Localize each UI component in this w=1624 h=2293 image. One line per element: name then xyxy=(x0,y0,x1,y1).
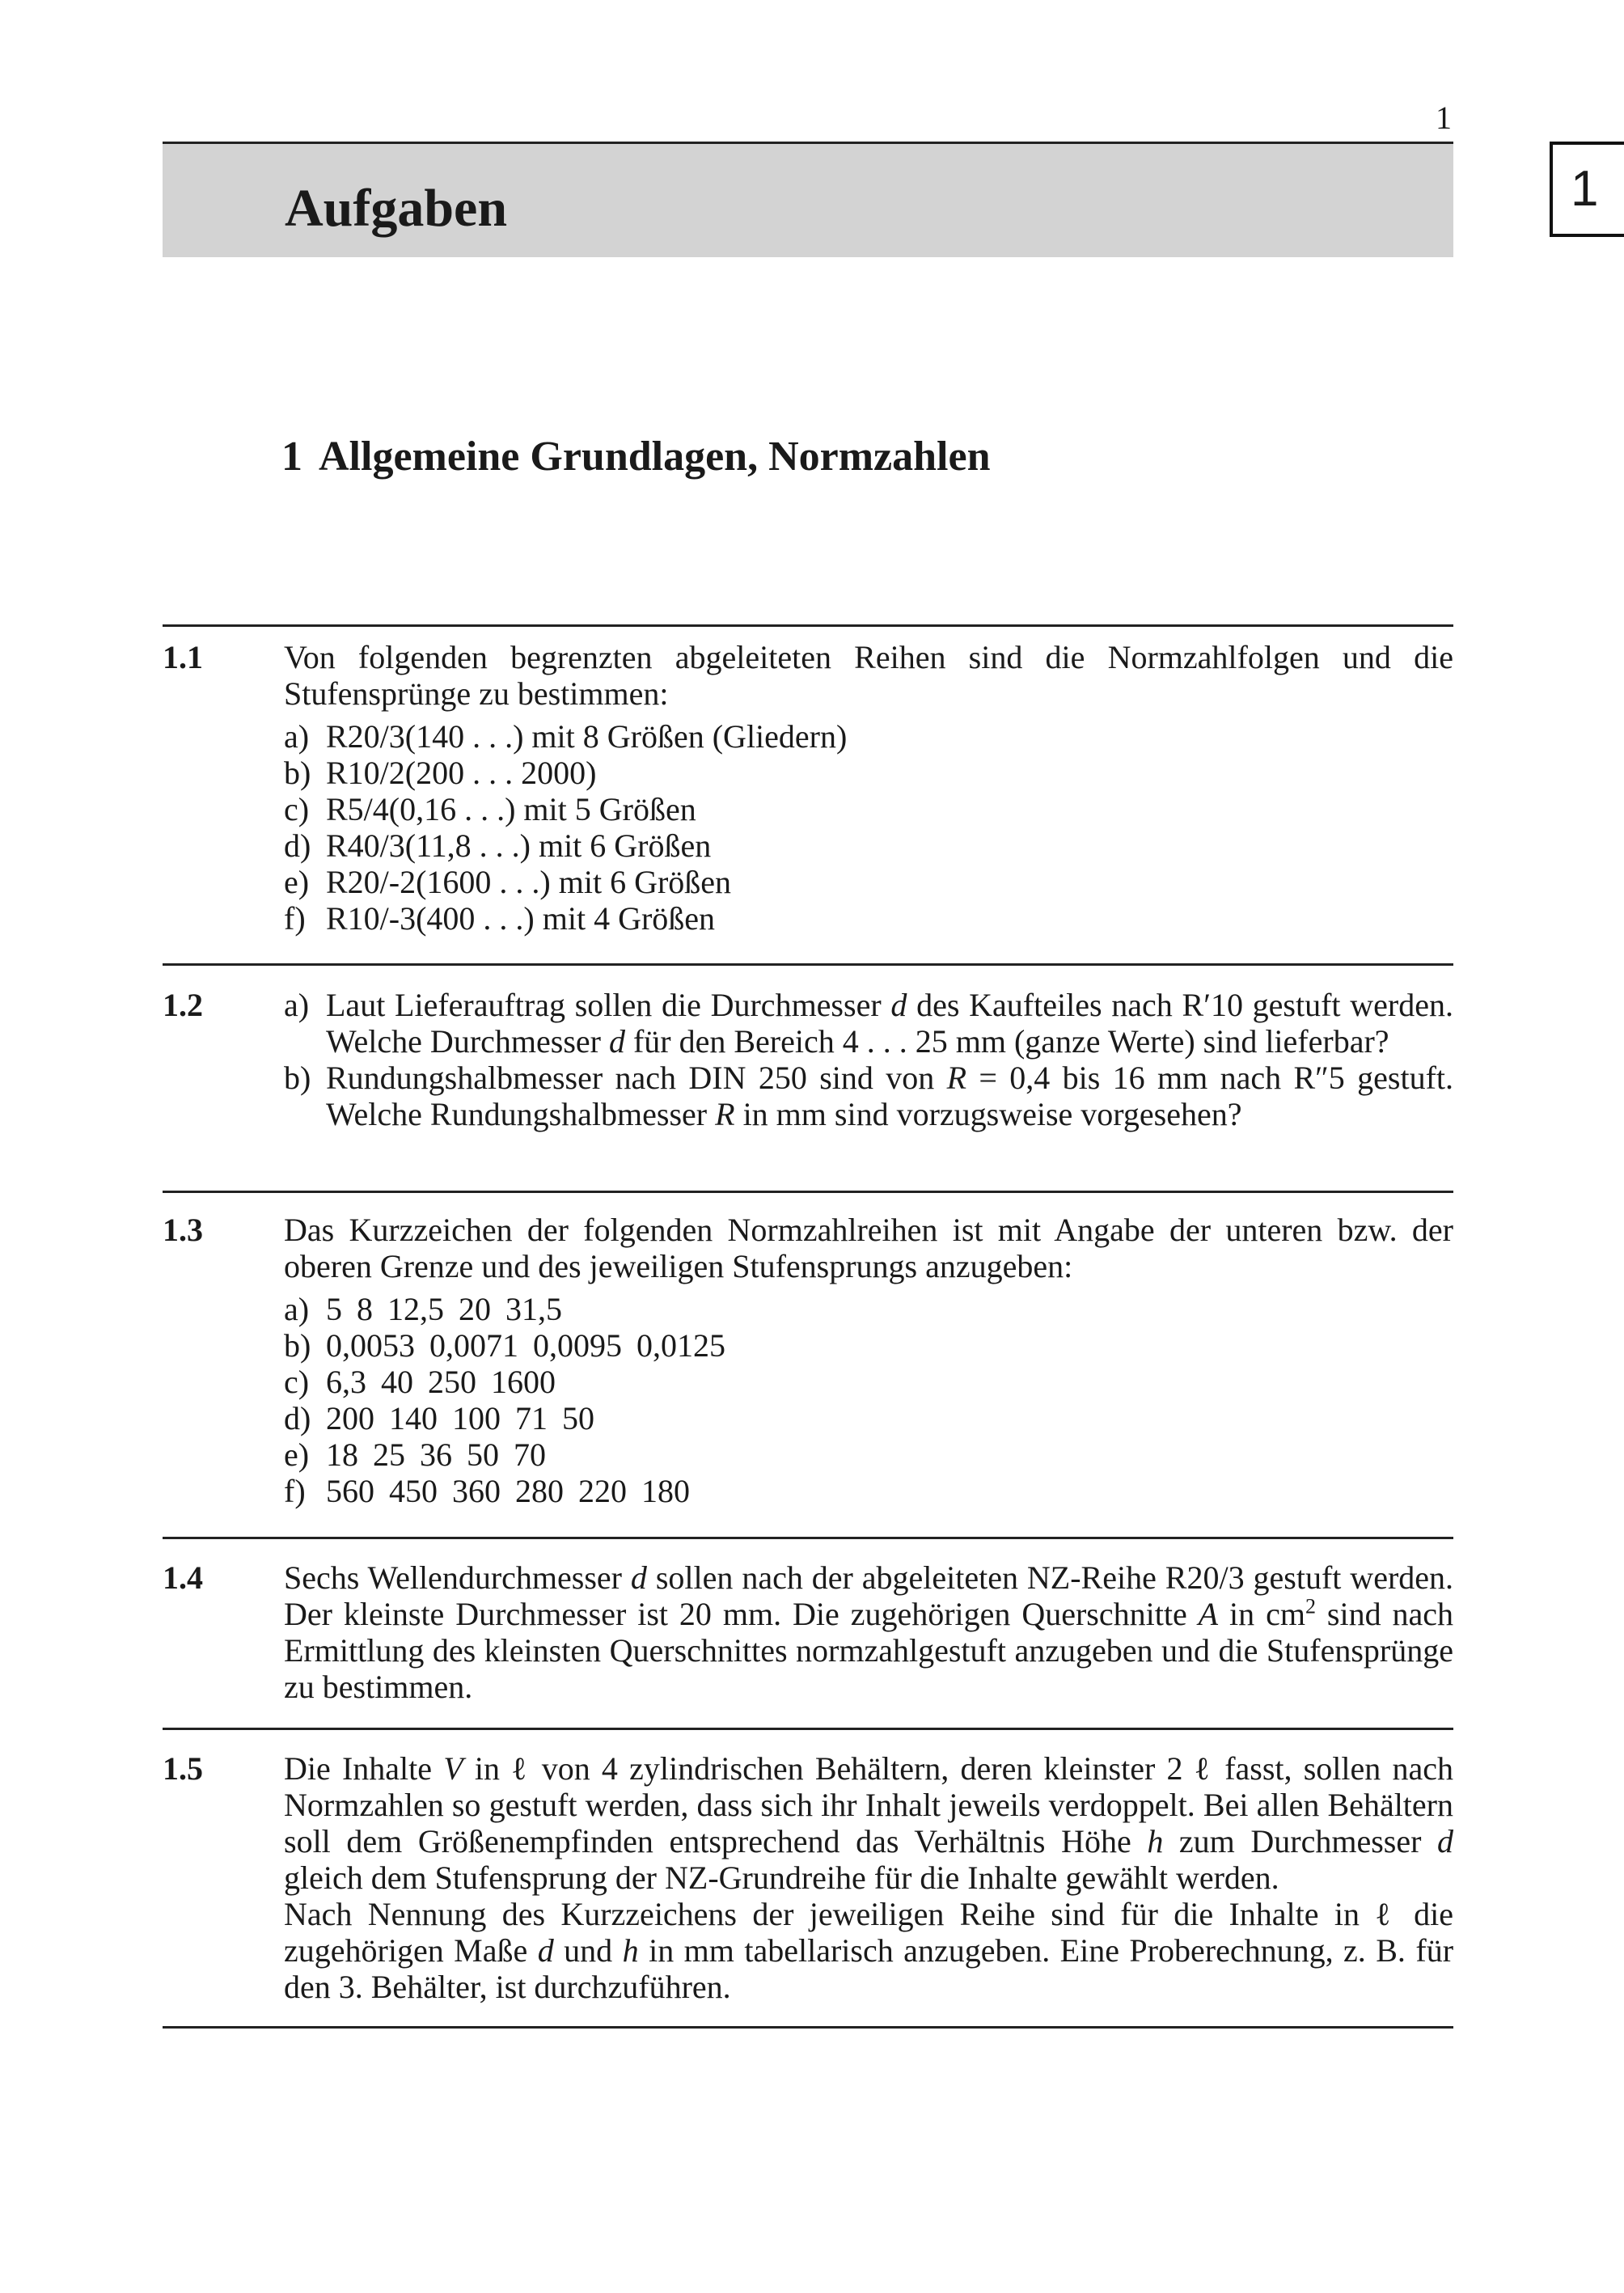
task-body xyxy=(284,1212,1453,1509)
text-span: Die Inhalte xyxy=(284,1750,433,1787)
list-item xyxy=(284,1327,1453,1364)
chapter-title: Aufgaben xyxy=(285,179,508,238)
task-number: 1.5 xyxy=(163,1750,203,1787)
text-span: gleich dem Stufensprung der NZ-Grundreihe für die Inhalte gewählt werden. xyxy=(284,1859,1279,1896)
list-item xyxy=(284,791,1453,827)
item-text: = 0,4 bis 16 mm nach R″5 gestuft. Welche Rundungshalbmesser xyxy=(326,1060,1454,1132)
variable: d xyxy=(630,1559,647,1596)
item-text: in mm sind vorzugsweise vorgesehen? xyxy=(742,1096,1242,1132)
variable: h xyxy=(1147,1823,1164,1859)
task-body xyxy=(284,1559,1453,1705)
item-text: R20/-2(1600 . . .) mit 6 Größen xyxy=(326,864,732,900)
variable: h xyxy=(622,1932,639,1969)
item-label: b) xyxy=(284,1327,311,1364)
list-item xyxy=(284,718,1453,755)
task-body xyxy=(284,987,1453,1132)
task-text xyxy=(284,1559,1453,1705)
text-span: sollen nach der abgeleiteten NZ-Reihe R20/3 gestuft werden. Der kleinste Durchmesser ist 20 mm. Die zugehörigen Querschnitte xyxy=(284,1559,1454,1632)
item-list xyxy=(284,718,1453,937)
item-label: e) xyxy=(284,1436,310,1473)
item-label: c) xyxy=(284,1364,310,1400)
variable: d xyxy=(608,1023,625,1060)
item-text: R5/4(0,16 . . .) mit 5 Größen xyxy=(326,791,696,827)
divider xyxy=(163,1191,1453,1193)
task-number: 1.1 xyxy=(163,639,203,675)
variable: R xyxy=(715,1096,735,1132)
item-label: d) xyxy=(284,827,311,864)
section-number: 1 xyxy=(281,434,302,480)
superscript: 2 xyxy=(1305,1594,1316,1618)
task-intro: Das Kurzzeichen der folgenden Normzahlreihen ist mit Angabe der unteren bzw. der oberen Grenze und des jeweiligen Stufensprungs anzugeben: xyxy=(284,1212,1453,1284)
chapter-tab: 1 xyxy=(1550,142,1624,237)
item-text: R10/-3(400 . . .) mit 4 Größen xyxy=(326,900,716,937)
task-body xyxy=(284,1750,1453,2005)
item-label: d) xyxy=(284,1400,311,1436)
task-number: 1.2 xyxy=(163,987,203,1023)
task-intro: Von folgenden begrenzten abgeleiteten Reihen sind die Normzahlfolgen und die Stufensprünge zu bestimmen: xyxy=(284,639,1453,712)
list-item xyxy=(284,827,1453,864)
task-body xyxy=(284,639,1453,937)
variable: R xyxy=(946,1060,967,1096)
item-text: für den Bereich 4 . . . 25 mm (ganze Werte) sind lieferbar? xyxy=(632,1023,1389,1060)
item-label: e) xyxy=(284,864,310,900)
task-text xyxy=(284,1896,1453,2005)
item-text: Laut Lieferauftrag sollen die Durchmesser xyxy=(326,987,882,1023)
item-label: c) xyxy=(284,791,310,827)
text-span: und xyxy=(564,1932,613,1969)
list-item xyxy=(284,1400,1453,1436)
variable: d xyxy=(537,1932,554,1969)
item-text: 6,3 40 250 1600 xyxy=(326,1364,556,1400)
task-number: 1.3 xyxy=(163,1212,203,1248)
item-text: 5 8 12,5 20 31,5 xyxy=(326,1291,562,1327)
list-item xyxy=(284,1364,1453,1400)
variable: A xyxy=(1198,1596,1219,1632)
list-item xyxy=(284,987,1453,1060)
divider xyxy=(163,2026,1453,2029)
task-text xyxy=(284,1750,1453,1896)
divider xyxy=(163,624,1453,627)
item-text: des Kaufteiles nach R′10 gestuft werden. Welche Durchmesser xyxy=(326,987,1453,1060)
text-span: Nach Nennung des Kurzzeichens der jeweiligen Reihe sind für die Inhalte in ℓ die zugehörigen Maße xyxy=(284,1896,1453,1969)
list-item xyxy=(284,1291,1453,1327)
item-label: f) xyxy=(284,1473,306,1509)
item-text: Rundungshalbmesser nach DIN 250 sind von xyxy=(326,1060,935,1096)
text-span: Sechs Wellendurchmesser xyxy=(284,1559,622,1596)
list-item xyxy=(284,755,1453,791)
divider xyxy=(163,1537,1453,1539)
section-heading xyxy=(281,433,991,481)
item-text: 0,0053 0,0071 0,0095 0,0125 xyxy=(326,1327,725,1364)
item-label: b) xyxy=(284,755,311,791)
section-title: Allgemeine Grundlagen, Normzahlen xyxy=(319,434,991,480)
task-number: 1.4 xyxy=(163,1559,203,1596)
item-label: a) xyxy=(284,718,310,755)
list-item xyxy=(284,1060,1453,1132)
page-number: 1 xyxy=(1436,99,1452,136)
item-text: R40/3(11,8 . . .) mit 6 Größen xyxy=(326,827,712,864)
item-label: a) xyxy=(284,1291,310,1327)
text-span: sind nach Ermittlung des kleinsten Querschnittes normzahlgestuft anzugeben und die Stufensprünge zu bestimmen. xyxy=(284,1596,1454,1705)
list-item xyxy=(284,1473,1453,1509)
text-span: in cm xyxy=(1229,1596,1305,1632)
text-span: in mm tabellarisch anzugeben. Eine Proberechnung, z. B. für den 3. Behälter, ist durchzuführen. xyxy=(284,1932,1454,2005)
item-text: 200 140 100 71 50 xyxy=(326,1400,594,1436)
text-span: in ℓ von 4 zylindrischen Behältern, deren kleinster 2 ℓ fasst, sollen nach Normzahlen so gestuft werden, dass sich ihr Inhalt jeweils verdoppelt. Bei allen Behältern soll dem Größenempfinden entsprechend das Verhältnis Höhe xyxy=(284,1750,1453,1859)
item-label: a) xyxy=(284,987,310,1023)
divider xyxy=(163,1728,1453,1730)
item-label: f) xyxy=(284,900,306,937)
list-item xyxy=(284,1436,1453,1473)
text-span: zum Durchmesser xyxy=(1178,1823,1422,1859)
variable: V xyxy=(443,1750,463,1787)
divider xyxy=(163,963,1453,966)
item-text: 560 450 360 280 220 180 xyxy=(326,1473,690,1509)
item-text: R20/3(140 . . .) mit 8 Größen (Gliedern) xyxy=(326,718,848,755)
variable: d xyxy=(1437,1823,1454,1859)
item-text: 18 25 36 50 70 xyxy=(326,1436,546,1473)
list-item xyxy=(284,900,1453,937)
item-list xyxy=(284,1291,1453,1509)
item-text: R10/2(200 . . . 2000) xyxy=(326,755,597,791)
item-label: b) xyxy=(284,1060,311,1096)
variable: d xyxy=(890,987,907,1023)
chapter-header xyxy=(163,142,1453,257)
list-item xyxy=(284,864,1453,900)
